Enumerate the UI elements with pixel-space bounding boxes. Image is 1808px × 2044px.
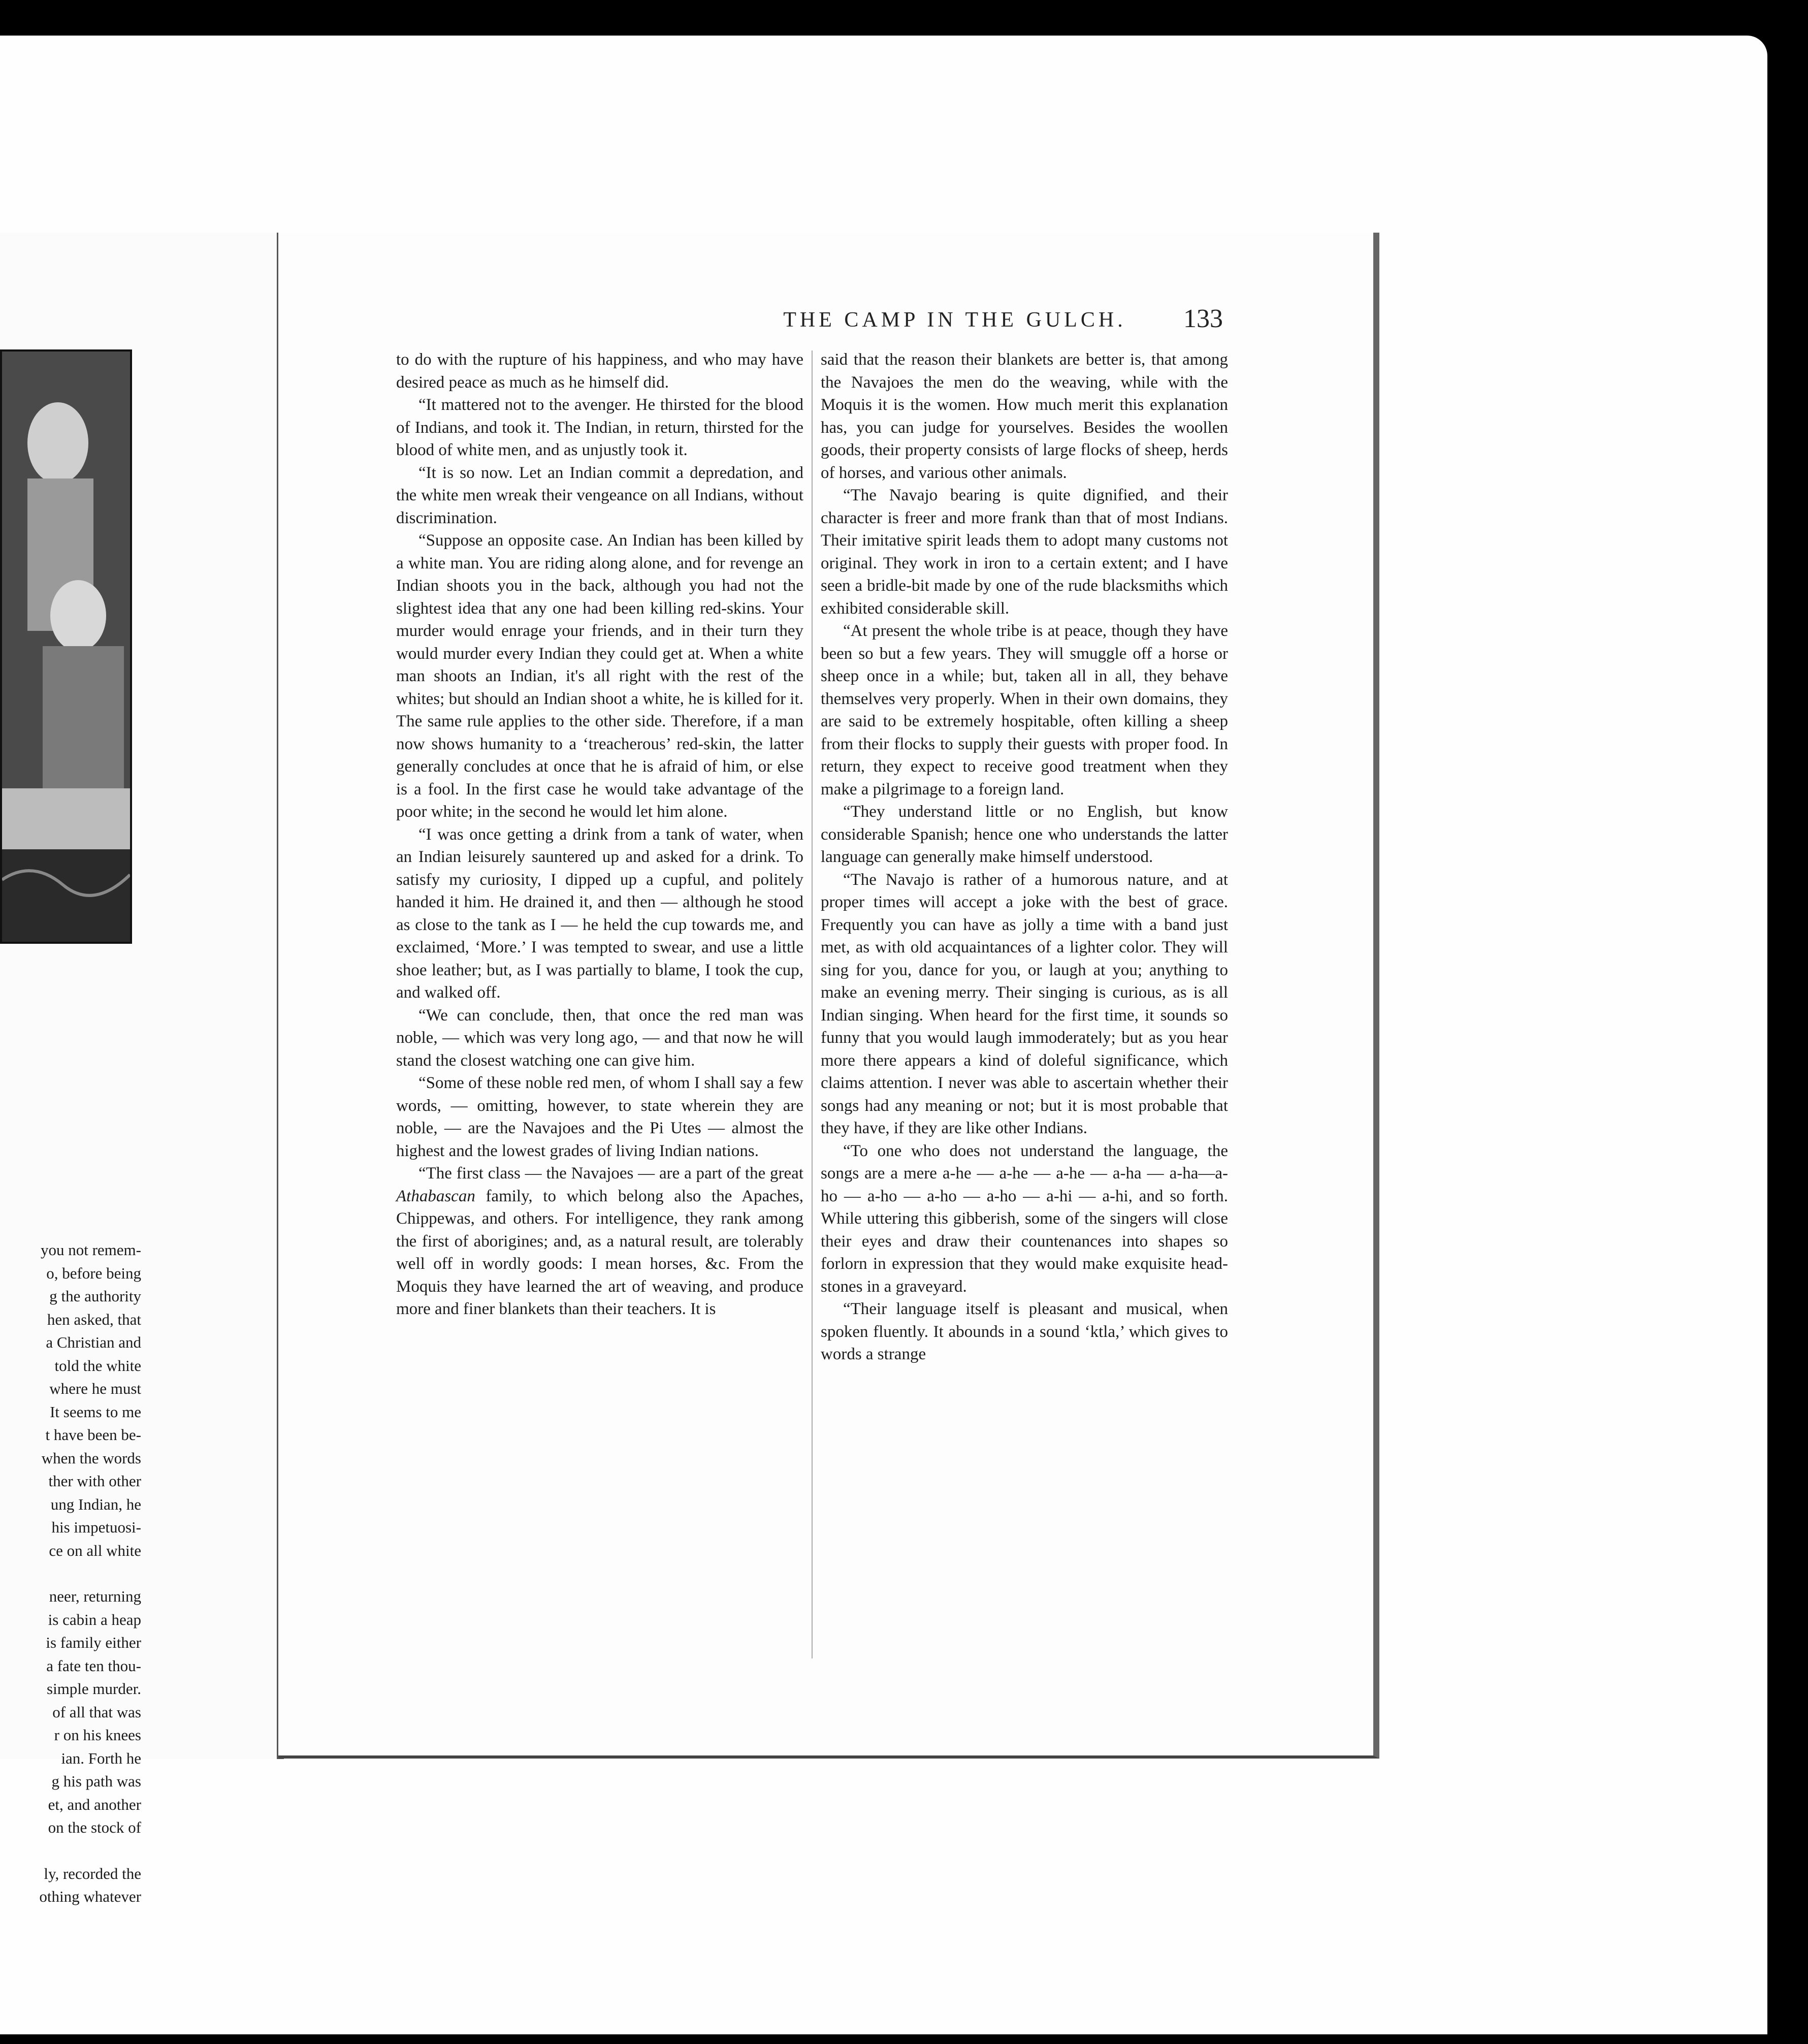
right-page	[278, 233, 1379, 1759]
left-text-fragment: ly, recorded the	[44, 1864, 141, 1882]
left-text-fragment: of all that was	[52, 1703, 141, 1721]
paragraph: “Suppose an opposite case. An Indian has been killed by a white man. You are riding along alone, and for revenge an Indian shoots you in the back, although you had not the slightest idea that any one had been killing red-skins. Your murder would enrage your friends, and in their turn they would murder every Indian they could get at. When a white man shoots an Indian, it's all right with the rest of the whites; but should an Indian shoot a white, he is killed for it. The same rule applies to the other side. Therefore, if a man now shows humanity to a ‘treacherous’ red-skin, the latter generally concludes at once that he is afraid of him, or else is a fool. In the first case he would take advantage of the poor white; in the second he would let him alone.	[396, 531, 803, 821]
paragraph: said that the reason their blankets are better is, that among the Navajoes the men do the weaving, while with the Moquis it is the women. How much merit this explanation has, you can judge for yourselves. Besides the woollen goods, their property consists of large flocks of sheep, herds of horses, and various other animals.	[821, 350, 1228, 482]
left-page-text	[0, 1238, 141, 1908]
paragraph: “It mattered not to the avenger. He thirsted for the blood of Indians, and took it. The Indian, in return, thirsted for the blood of white men, and as unjustly took it.	[396, 396, 803, 459]
paragraph: “The Navajo bearing is quite dignified, and their character is freer and more frank than that of most Indians. Their imitative spirit leads them to adopt many customs not original. They work in iron to a certain extent; and I have seen a bridle-bit made by one of the rude blacksmiths which exhibited considerable skill.	[821, 486, 1228, 618]
left-text-fragment: you not remem-	[40, 1241, 141, 1259]
page-number: 133	[1183, 304, 1223, 333]
paragraph: “The first class — the Navajoes — are a part of the great Athabascan family, to which belong also the Apaches, Chippewas, and others. For intelligence, they rank among the first of aborigines; and, as a natural result, are tolerably well off in wordly goods: I mean horses, &c. From the Moquis they have learned the art of weaving, and produce more and finer blankets than their teachers. It is	[396, 1164, 803, 1318]
paragraph: “They understand little or no English, but know considerable Spanish; hence one who understands the latter language can generally make himself understood.	[821, 803, 1228, 866]
left-text-fragment: g the authority	[49, 1287, 141, 1305]
paragraph: “At present the whole tribe is at peace, though they have been so but a few years. They will smuggle off a horse or sheep once in a while; but, taken all in all, they behave themselves very properly. When in their own domains, they are said to be extremely hospitable, often killing a sheep from their flocks to supply their guests with proper food. In return, they expect to receive good treatment when they make a pilgrimage to a foreign land.	[821, 622, 1228, 799]
column-rule	[812, 350, 813, 1658]
left-text-fragment: o, before being	[46, 1264, 141, 1282]
paragraph: to do with the rupture of his happiness, and who may have desired peace as much as he himself did.	[396, 350, 803, 392]
left-text-fragment: told the white	[54, 1356, 141, 1375]
left-text-fragment: ung Indian, he	[50, 1495, 141, 1513]
paragraph: “Some of these noble red men, of whom I shall say a few words, — omitting, however, to state wherein they are noble, — are the Navajoes and the Pi Utes — almost the highest and the lowest grades of living Indian nations.	[396, 1074, 803, 1160]
left-text-fragment: a fate ten thou-	[46, 1656, 141, 1675]
left-text-fragment: ther with other	[48, 1472, 141, 1490]
left-text-fragment: t have been be-	[45, 1426, 141, 1444]
left-text-fragment: ce on all white	[49, 1541, 141, 1559]
left-text-fragment: a Christian and	[46, 1333, 141, 1351]
text-column-left	[396, 348, 803, 1321]
left-text-fragment: on the stock of	[48, 1818, 141, 1836]
paragraph: “I was once getting a drink from a tank of water, when an Indian leisurely sauntered up and asked for a drink. To satisfy my curiosity, I dipped up a cupful, and politely handed it him. He drained it, and then — although he stood as close to the tank as I — he held the cup towards me, and exclaimed, ‘More.’ I was tempted to swear, and use a little shoe leather; but, as I was partially to blame, I took the cup, and walked off.	[396, 825, 803, 1002]
left-text-fragment: et, and another	[48, 1795, 141, 1813]
text-column-right	[821, 348, 1228, 1366]
left-text-fragment: r on his knees	[54, 1726, 141, 1744]
paragraph: “The Navajo is rather of a humorous nature, and at proper times will accept a joke with the best of grace. Frequently you can have as jolly a time with a band just met, as with old acquaintances of a lighter color. They will sing for you, dance for you, or laugh at you; anything to make an evening merry. Their singing is curious, as is all Indian singing. When heard for the first time, it sounds so funny that you would laugh immoderately; but as you hear more there appears a kind of doleful significance, which claims attention. I never was able to ascertain whether their songs had any meaning or not; but it is most probable that they have, if they are like other Indians.	[821, 870, 1228, 1137]
left-text-fragment: hen asked, that	[47, 1310, 141, 1328]
left-text-fragment: is family either	[46, 1634, 141, 1651]
italic-term: Athabascan	[396, 1187, 475, 1205]
paragraph: “Their language itself is pleasant and musical, when spoken fluently. It abounds in a sound ‘ktla,’ which gives to words a strange	[821, 1300, 1228, 1363]
left-text-fragment: neer, returning	[49, 1587, 141, 1605]
left-text-fragment: when the words	[41, 1449, 141, 1467]
paragraph: “It is so now. Let an Indian commit a depredation, and the white men wreak their vengeance on all Indians, without discrimination.	[396, 463, 803, 527]
engraving-illustration	[0, 349, 132, 944]
left-text-fragment: othing whatever	[39, 1888, 141, 1905]
left-text-fragment: his impetuosi-	[51, 1518, 141, 1536]
left-text-fragment: is cabin a heap	[48, 1610, 141, 1628]
running-head: THE CAMP IN THE GULCH.	[783, 308, 1126, 332]
left-text-fragment: where he must	[49, 1380, 141, 1397]
left-text-fragment	[0, 1562, 141, 1585]
engraving-figures-image	[2, 352, 130, 942]
left-page	[0, 233, 284, 1905]
left-text-fragment: ian. Forth he	[61, 1749, 141, 1767]
paragraph: “We can conclude, then, that once the red man was noble, — which was very long ago, — and that now he will stand the closest watching one can give him.	[396, 1006, 803, 1070]
paragraph: “To one who does not understand the language, the songs are a mere a-he — a-he — a-he — a-ha — a-ha—a-ho — a-ho — a-ho — a-ho — a-hi — a-hi, and so forth. While uttering this gibberish, some of the singers will close their eyes and draw their countenances into shapes so forlorn in expression that they would make exquisite head-stones in a graveyard.	[821, 1141, 1228, 1296]
left-text-fragment	[0, 1839, 141, 1862]
left-text-fragment: simple murder.	[47, 1680, 141, 1698]
left-text-fragment: It seems to me	[50, 1402, 141, 1421]
left-text-fragment: g his path was	[51, 1772, 141, 1790]
